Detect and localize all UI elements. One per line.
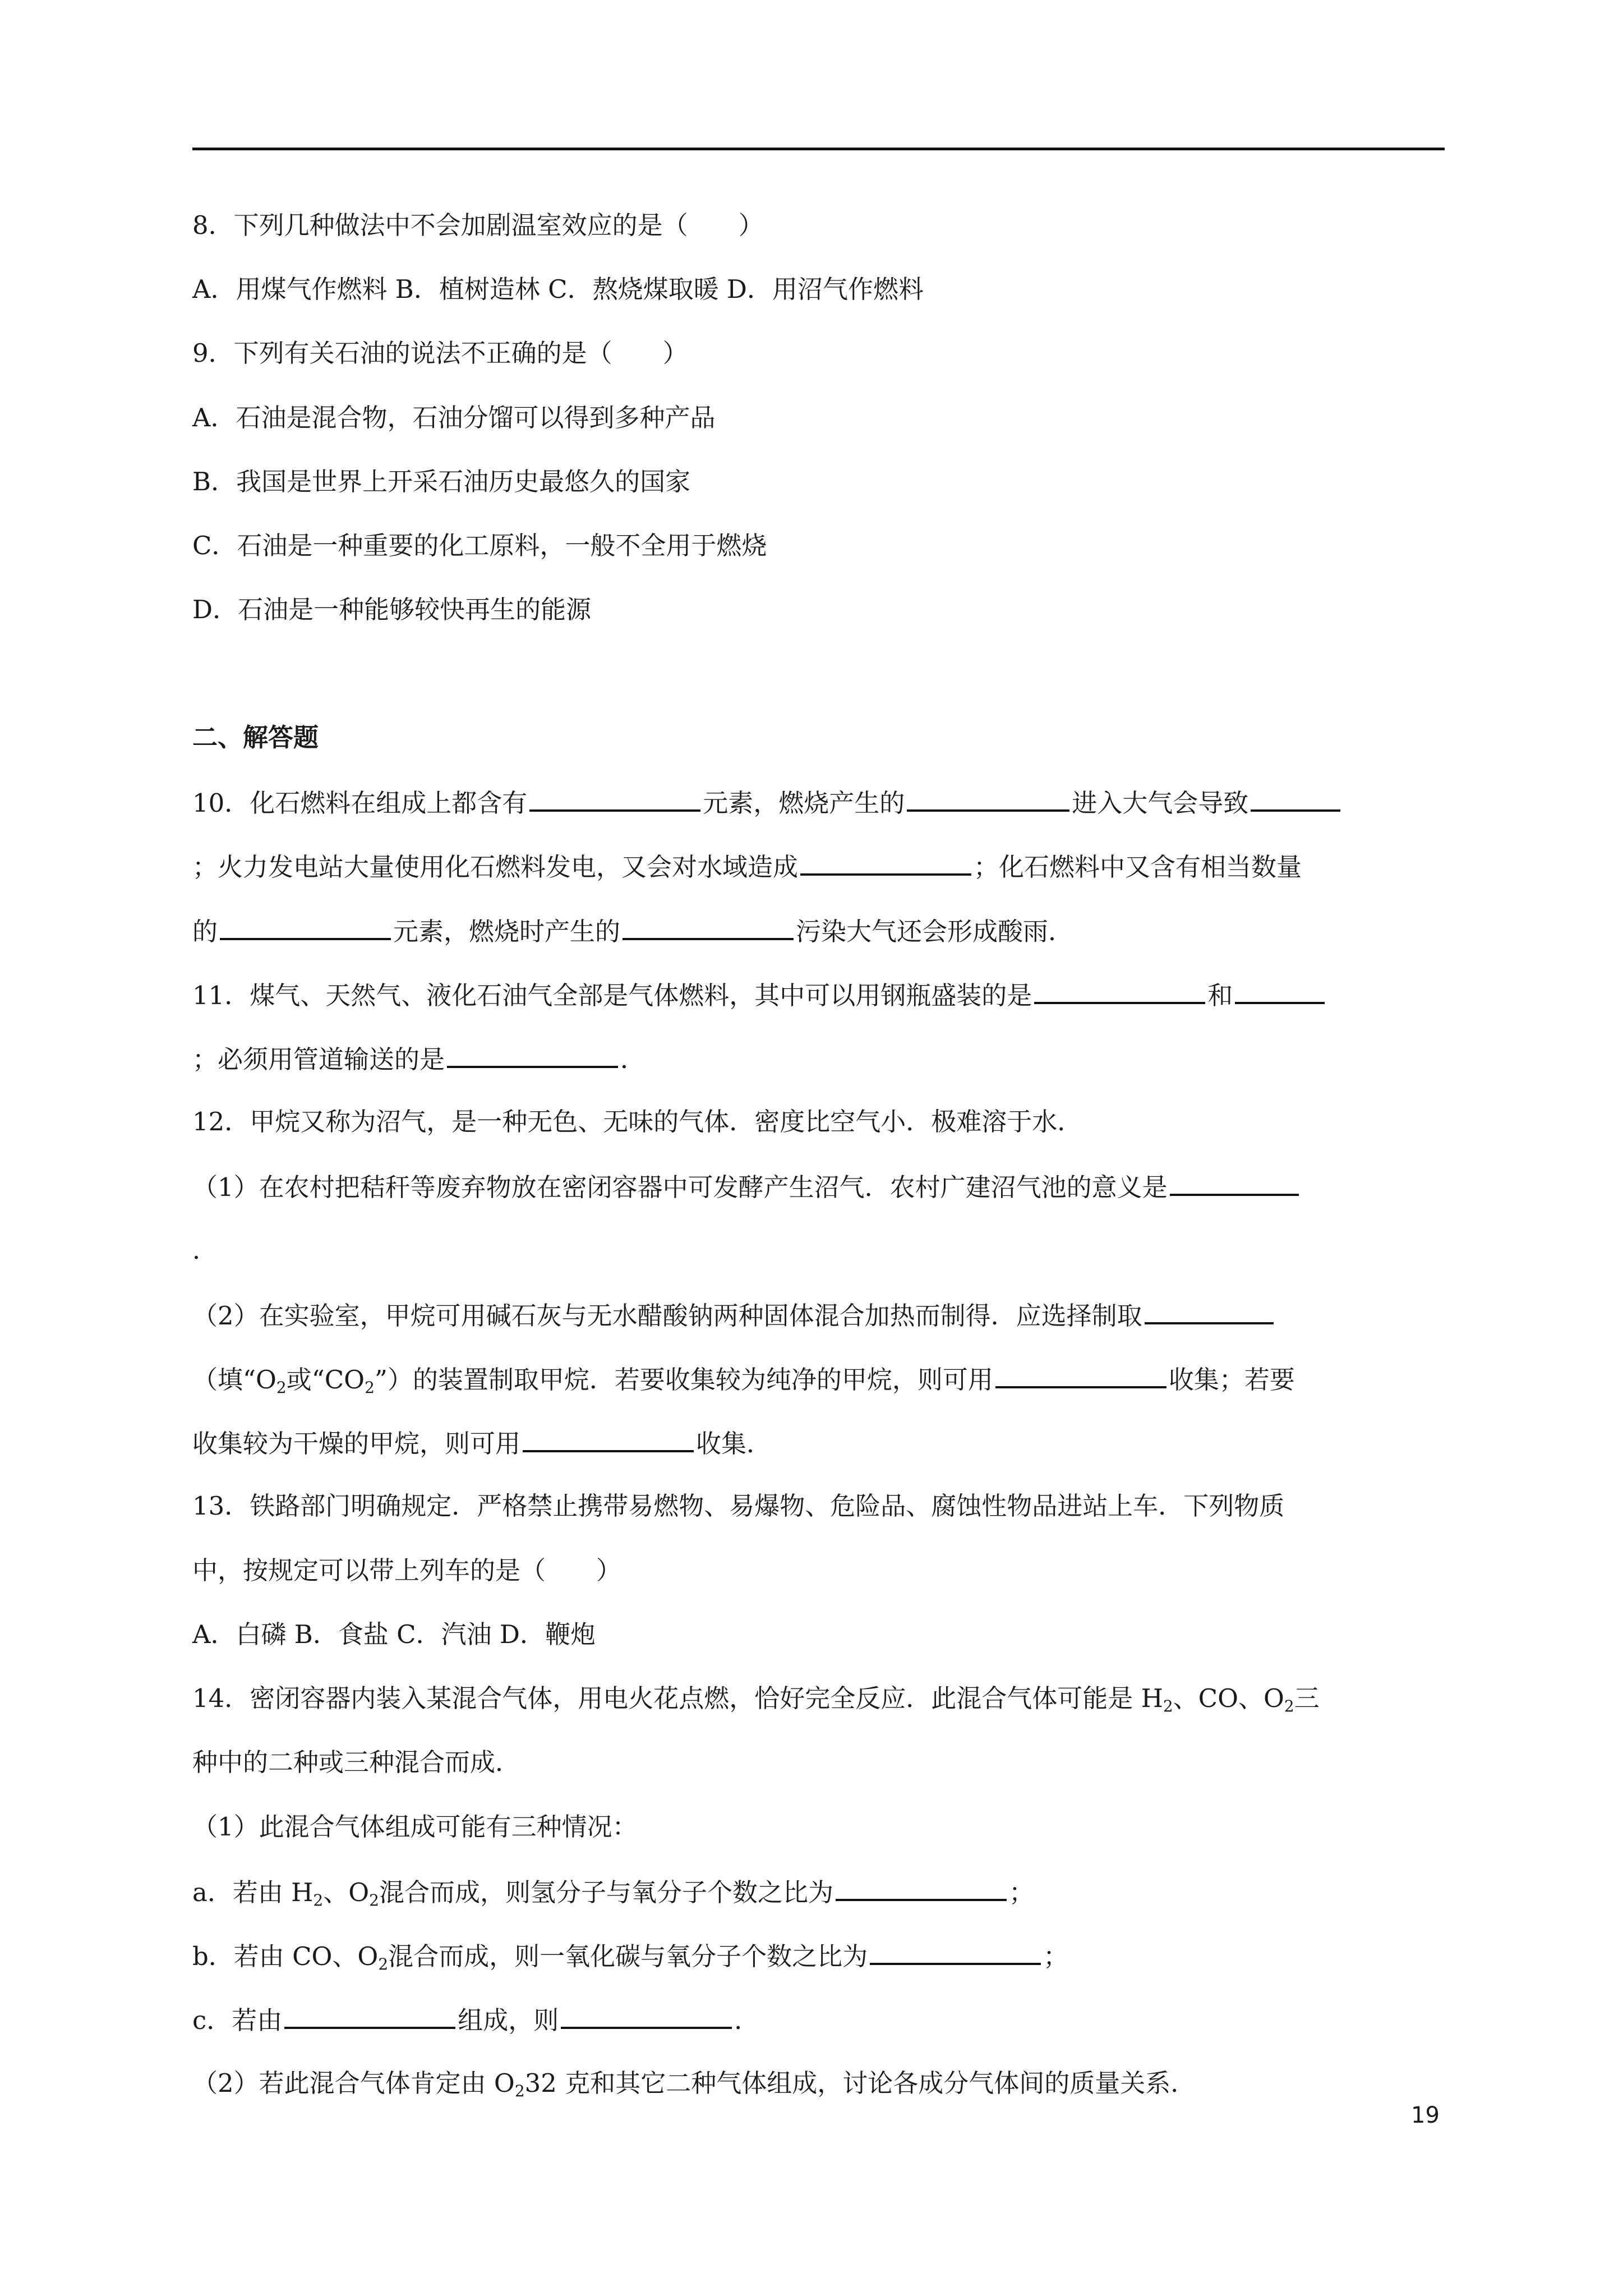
q9-stem: 9．下列有关石油的说法不正确的是（ ） xyxy=(192,338,688,368)
q13-options: A．白磷 B．食盐 C．汽油 D．鞭炮 xyxy=(192,1619,596,1649)
answer-blank xyxy=(870,1938,1041,1965)
q14-line1: 14．密闭容器内装入某混合气体，用电火花点燃，恰好完全反应．此混合气体可能是 $H_2$、CO、$O_2$三 xyxy=(192,1683,1320,1715)
page-number: 19 xyxy=(1411,2102,1440,2128)
q14-case-a: a．若由 $H_2$、$O_2$混合而成，则氢分子与氧分子个数之比为 ； xyxy=(192,1874,1034,1917)
q8-stem: 8．下列几种做法中不会加剧温室效应的是（ ） xyxy=(192,210,764,240)
q9-option-c: C．石油是一种重要的化工原料，一般不全用于燃烧 xyxy=(192,531,767,560)
answer-blank xyxy=(284,2002,455,2029)
section-title: 二、解答题 xyxy=(192,723,319,752)
q12-part2-line3: 收集较为干燥的甲烷，则可用 收集． xyxy=(192,1425,772,1461)
answer-blank xyxy=(1170,1169,1299,1196)
q12-part2-line1: （2）在实验室，甲烷可用碱石灰与无水醋酸钠两种固体混合加热而制得．应选择制取 xyxy=(192,1297,1276,1333)
answer-blank xyxy=(623,913,794,940)
answer-blank xyxy=(1235,977,1325,1004)
q14-part2: （2）若此混合气体肯定由 $O_232$ 克和其它二种气体组成，讨论各成分气体间的质量关系． xyxy=(192,2068,1196,2100)
answer-blank xyxy=(220,913,391,940)
answer-blank xyxy=(907,785,1069,812)
answer-blank xyxy=(836,1874,1007,1901)
q10-line3: 的 元素，燃烧时产生的 污染大气还会形成酸雨． xyxy=(192,913,1073,949)
q14-case-b: b．若由 CO、$O_2$混合而成，则一氧化碳与氧分子个数之比为 ； xyxy=(192,1938,1068,1981)
answer-blank xyxy=(523,1425,694,1452)
answer-blank xyxy=(1034,977,1205,1004)
q9-option-d: D．石油是一种能够较快再生的能源 xyxy=(192,595,592,624)
q12-part2-line2: （填“$O_2$或“$CO_2$”）的装置制取甲烷．若要收集较为纯净的甲烷，则可用 收集；若要 xyxy=(192,1361,1295,1405)
q10-line1: 10．化石燃料在组成上都含有 元素，燃烧产生的 进入大气会导致 xyxy=(192,785,1343,820)
answer-blank xyxy=(561,2002,732,2029)
q14-part1: （1）此混合气体组成可能有三种情况： xyxy=(192,1812,638,1842)
q10-line2: ；火力发电站大量使用化石燃料发电，又会对水域造成 ；化石燃料中又含有相当数量 xyxy=(192,849,1302,884)
header-rule xyxy=(192,148,1445,150)
q9-option-a: A．石油是混合物，石油分馏可以得到多种产品 xyxy=(192,403,716,432)
q14-line2: 种中的二种或三种混合而成． xyxy=(192,1747,521,1777)
answer-blank xyxy=(1251,785,1340,812)
q14-case-c: c．若由 组成，则 ． xyxy=(192,2002,759,2037)
q13-line2: 中，按规定可以带上列车的是（ ） xyxy=(192,1556,622,1585)
q12-part1: （1）在农村把秸秆等废弃物放在密闭容器中可发酵产生沼气．农村广建沼气池的意义是 xyxy=(192,1169,1301,1204)
q11-line2: ；必须用管道输送的是 ． xyxy=(192,1041,645,1076)
q13-line1: 13．铁路部门明确规定．严格禁止携带易燃物、易爆物、危险品、腐蚀性物品进站上车．下列物质 xyxy=(192,1491,1285,1521)
q8-options: A．用煤气作燃料 B．植树造林 C．熬烧煤取暖 D．用沼气作燃料 xyxy=(192,274,924,304)
answer-blank xyxy=(529,785,700,812)
answer-blank xyxy=(800,849,971,876)
answer-blank xyxy=(447,1041,618,1068)
q12-stem: 12．甲烷又称为沼气，是一种无色、无味的气体．密度比空气小．极难溶于水． xyxy=(192,1107,1083,1137)
answer-blank xyxy=(1145,1297,1274,1324)
q9-option-b: B．我国是世界上开采石油历史最悠久的国家 xyxy=(192,467,691,496)
q12-part1-end: ． xyxy=(192,1235,218,1265)
q11-line1: 11．煤气、天然气、液化石油气全部是气体燃料，其中可以用钢瓶盛装的是 和 xyxy=(192,977,1327,1013)
answer-blank xyxy=(995,1361,1166,1388)
